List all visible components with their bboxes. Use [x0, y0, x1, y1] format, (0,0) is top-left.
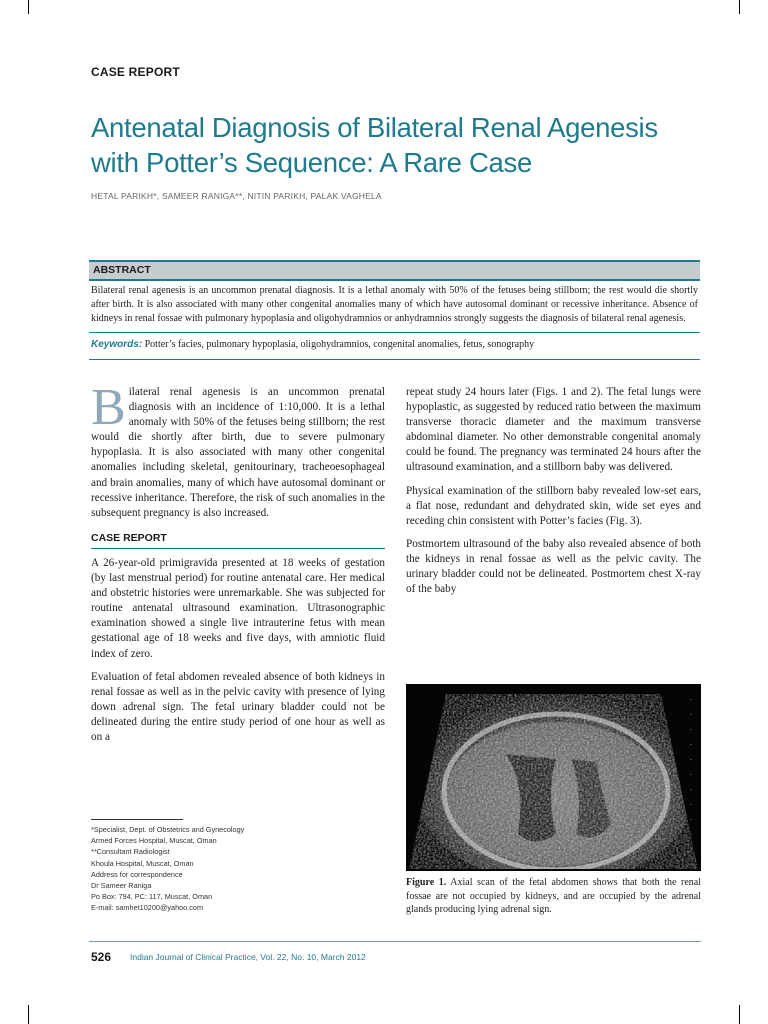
footnote-line: Khoula Hospital, Muscat, Oman [91, 858, 194, 868]
crop-mark-bottom-left [28, 1005, 29, 1024]
abstract-divider [89, 332, 700, 333]
journal-citation: Indian Journal of Clinical Practice, Vol. 22, No. 10, March 2012 [130, 952, 366, 962]
right-column [406, 385, 701, 605]
footer-rule [89, 941, 701, 942]
crop-mark-top-right [739, 0, 740, 14]
left-column [91, 379, 385, 753]
right-paragraph-2: Physical examination of the stillborn baby revealed low-set ears, a flat nose, redundant and dehydrated skin, wide set eyes and receding chin consistent with Potter’s facies (Fig. 3). [406, 484, 701, 527]
footnote-line: Dr Sameer Raniga [91, 881, 152, 891]
footnote-line: E-mail: samhet10200@yahoo.com [91, 903, 204, 913]
ultrasound-figure [406, 684, 701, 871]
footnote-line: *Specialist, Dept. of Obstetrics and Gynecology [91, 825, 245, 834]
footnote-line: Address for correspondence [91, 869, 183, 879]
drop-cap: B [91, 379, 126, 436]
footnote-line: **Consultant Radiologist [91, 847, 170, 857]
author-list: HETAL PARIKH*, SAMEER RANIGA**, NITIN PARIKH, PALAK VAGHELA [91, 191, 382, 201]
keywords-text: Potter’s facies, pulmonary hypoplasia, oligohydramnios, congenital anomalies, fetus, sonography [144, 339, 535, 350]
section-tag: CASE REPORT [91, 65, 180, 79]
case-paragraph-2: Evaluation of fetal abdomen revealed absence of both kidneys in renal fossae as well as in the pelvic cavity with presence of lying down adrenal sign. The fetal urinary bladder could not be delineated during the entire study period of one hour as well as on a [91, 670, 385, 743]
abstract-text: Bilateral renal agenesis is an uncommon prenatal diagnosis. It is a lethal anomaly with 50% of the fetuses being stillborn; the rest would die shortly after birth. It is also associated with many other congenital anomalies many of which have autosomal dominant or recessive inheritance. Absence of kidneys in renal fossae with pulmonary hypoplasia and oligohydramnios or anhydramnios strongly suggests the diagnosis of bilateral renal agenesis. [91, 285, 698, 324]
case-report-heading: CASE REPORT [91, 531, 385, 549]
footnotes [91, 824, 244, 914]
footnote-line: Po Box: 794, PC: 117, Muscat, Oman [91, 892, 213, 902]
page-number: 526 [91, 950, 112, 964]
footnote-rule [91, 819, 183, 820]
article-title: Antenatal Diagnosis of Bilateral Renal Agenesis with Potter’s Sequence: A Rare Case [91, 112, 658, 178]
crop-mark-top-left [28, 0, 29, 14]
abstract-heading: ABSTRACT [89, 260, 700, 281]
intro-text: ilateral renal agenesis is an uncommon prenatal diagnosis with an incidence of 1:10,000. It is a lethal anomaly with 50% of the fetuses being stillborn; the rest would die shortly after birth, due to severe pulmonary hypoplasia. It is also associated with many other congenital anomalies including skeletal, genitourinary, tracheoesophageal and brain anomalies, many of which have autosomal dominant or recessive inheritance. Therefore, the risk of such anomalies in the subsequent pregnancy is also increased. [91, 386, 385, 519]
intro-paragraph [91, 379, 385, 521]
right-paragraph-3: Postmortem ultrasound of the baby also revealed absence of both the kidneys in renal fossae as well as the pelvic cavity. The urinary bladder could not be delineated. Postmortem chest X-ray of the baby [406, 537, 701, 596]
figure-caption [406, 876, 701, 917]
abstract-bottom-rule [89, 359, 700, 360]
right-paragraph-1: repeat study 24 hours later (Figs. 1 and 2). The fetal lungs were hypoplastic, as suggested by reduced ratio between the maximum transverse thoracic diameter and the maximum transverse abdominal diameter. No other demonstrable congenital anomaly could be found. The pregnancy was terminated 24 hours after the ultrasound examination, and a stillborn baby was delivered. [406, 386, 701, 474]
footnote-line: Armed Forces Hospital, Muscat, Oman [91, 836, 217, 846]
ultrasound-image [406, 684, 701, 871]
crop-mark-bottom-right [739, 1005, 740, 1024]
figure-label: Figure 1. [406, 877, 447, 888]
case-paragraph-1: A 26-year-old primigravida presented at 18 weeks of gestation (by last menstrual period) for routine antenatal care. Her medical and obstetric histories were unremarkable. She was subjected for routine antenatal ultrasound examination. Ultrasonographic examination showed a single live intrauterine fetus with mean gestational age of 18 weeks and five days, with amniotic fluid index of zero. [91, 556, 385, 660]
abstract-box [89, 260, 700, 360]
keywords-line [89, 338, 700, 352]
figure-caption-text: Axial scan of the fetal abdomen shows that both the renal fossae are not occupied by kidneys, and are occupied by the adrenal glands producing lying adrenal sign. [406, 877, 701, 915]
keywords-label: Keywords: [91, 339, 143, 350]
